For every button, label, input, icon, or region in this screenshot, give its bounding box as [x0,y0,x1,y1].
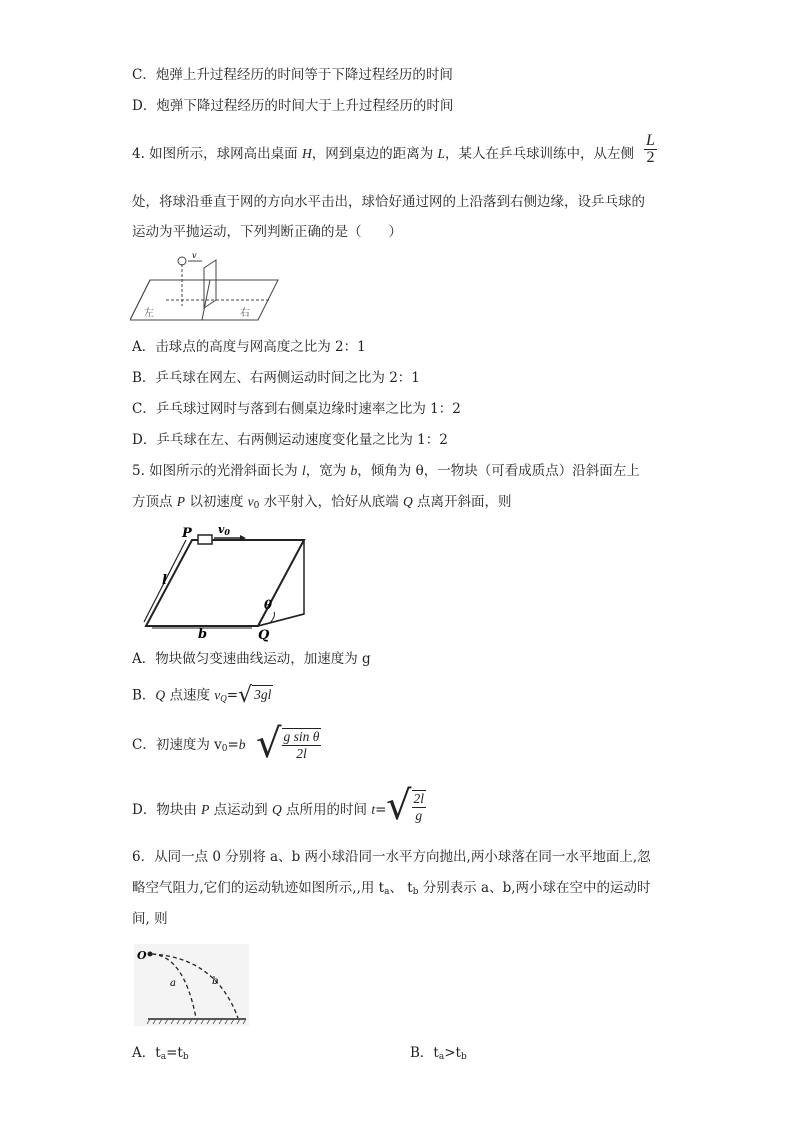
q5-text: 方顶点 [132,494,177,510]
sqrt-fraction-d [386,783,426,829]
q4-stem-line3: 运动为平抛运动，下列判断正确的是（ ） [132,224,402,240]
q5-text: 5. 如图所示的光滑斜面长为 [132,463,302,479]
q5-text: 点运动到 [209,802,272,818]
q5-option-d [132,801,386,819]
q6-option-a [132,1044,189,1066]
q5-text: ，倾角为 θ，一物块（可看成质点）沿斜面左上 [357,463,640,479]
q4-stem-line1 [132,145,634,163]
subscript: a [438,1052,445,1062]
subscript: a [160,1052,167,1062]
var-Q: Q [402,494,413,509]
q5-text: 点速度 [165,687,215,704]
q5-option-b [132,685,273,708]
radical-sign: √ [238,683,253,708]
fig-O-label: O [137,949,147,962]
q6-stem-line1: 6．从同一点 0 分别将 a、b 两小球沿同一水平方向抛出,两小球落在同一水平地面上,忽 [132,849,651,865]
frac-numerator: g sin θ [283,729,320,744]
q5-stem-line2 [132,493,512,515]
q3-option-c: C．炮弹上升过程经历的时间等于下降过程经历的时间 [132,67,453,83]
fig-b-label: b [198,627,208,642]
fig-theta-label: θ [264,598,273,612]
fig-a-label: a [170,978,176,989]
subscript: Q [220,693,227,704]
q5-text: 以初速度 [185,494,248,510]
opt-label: B．t [410,1045,439,1061]
equals: = [226,687,239,704]
trajectory-figure [134,944,249,1026]
q6-text: 略空气阻力,它们的运动轨迹如图所示,,用 t [132,880,385,896]
fraction [412,790,427,826]
radical-sign: √ [386,783,412,829]
q3-option-d: D．炮弹下降过程经历的时间大于上升过程经历的时间 [132,98,454,114]
q4-option-d: D．乒乓球在左、右两侧运动速度变化量之比为 1：2 [132,432,448,448]
q4-text: ，某人在乒乓球训练中，从左侧 [445,146,635,162]
var-t: t [371,802,376,817]
var-l: l [301,463,306,478]
fig-b-label: b [212,976,219,987]
radical-sign: √ [256,721,282,767]
sqrt-3gl [238,685,273,707]
fig-left-label: 左 [144,308,154,319]
subscript: 0 [221,744,228,754]
subscript: 0 [253,501,260,511]
incline-figure [140,522,310,642]
fig-v0-label: v0 [218,523,230,537]
q5-stem-line1 [132,462,640,480]
frac-denominator: g [415,808,423,823]
equals: = [227,737,239,753]
q5-text: 点所用的时间 [281,802,372,818]
q5-option-c [132,736,246,758]
sqrt-fraction-c [256,721,321,767]
subscript: a [384,887,390,897]
frac-numerator: 2l [413,791,425,806]
var-Q: Q [271,802,282,817]
var-P: P [176,494,186,509]
var-P: P [201,802,210,817]
opt-label: A．t [132,1045,161,1061]
q4-option-b: B．乒乓球在网左、右两侧运动时间之比为 2：1 [132,370,420,386]
var-v: v [214,687,221,703]
fig-Q-label: Q [258,628,270,642]
subscript: b [460,1052,467,1062]
frac-denominator: 2l [296,746,307,761]
q4-stem-line2: 处，将球沿垂直于网的方向水平击出，球恰好通过网的上沿落到右侧边缘，设乒乓球的 [132,194,645,210]
q5-text: ，宽为 [305,463,351,479]
equals: = [375,802,387,818]
q5-text: 水平射入，恰好从底端 [259,494,403,510]
q4-text: ，网到桌边的距离为 [311,146,438,162]
fraction-L-over-2 [644,133,657,166]
var-H: H [301,146,312,161]
frac-denominator: 2 [646,149,655,166]
radicand: 3gl [252,685,273,707]
opt-label: B． [132,687,156,704]
fraction [282,728,322,764]
q6-stem-line2 [132,879,651,901]
q5-text: 点离开斜面，则 [412,494,512,510]
q6-option-b [410,1044,467,1066]
q4-text: 4. 如图所示，球网高出桌面 [132,146,302,162]
q4-option-c: C．乒乓球过网时与落到右侧桌边缘时速率之比为 1：2 [132,401,461,417]
opt-label: C．初速度为 v [132,737,222,753]
q6-text: >t [444,1045,461,1061]
q5-option-a: A．物块做匀变速曲线运动，加速度为 g [132,651,371,667]
subscript: b [182,1052,189,1062]
fig-v-label: v [192,251,197,260]
q4-option-a: A．击球点的高度与网高度之比为 2：1 [132,339,366,355]
frac-numerator: L [646,132,655,149]
var-b: b [238,737,246,752]
var-Q: Q [155,687,166,703]
fig-l-label: l [162,573,167,588]
var-b: b [350,463,358,478]
var-L: L [437,146,446,161]
table-tennis-figure [130,250,280,325]
q6-text: 分别表示 a、b,两小球在空中的运动时 [418,880,651,896]
q6-stem-line3: 间, 则 [132,911,168,927]
fig-right-label: 右 [240,308,250,319]
var-v: v [247,494,254,509]
subscript: b [412,887,419,897]
q6-text: =t [166,1045,183,1061]
q6-text: 、 t [389,880,413,896]
fig-P-label: P [182,526,192,541]
opt-label: D．物块由 [132,802,202,818]
